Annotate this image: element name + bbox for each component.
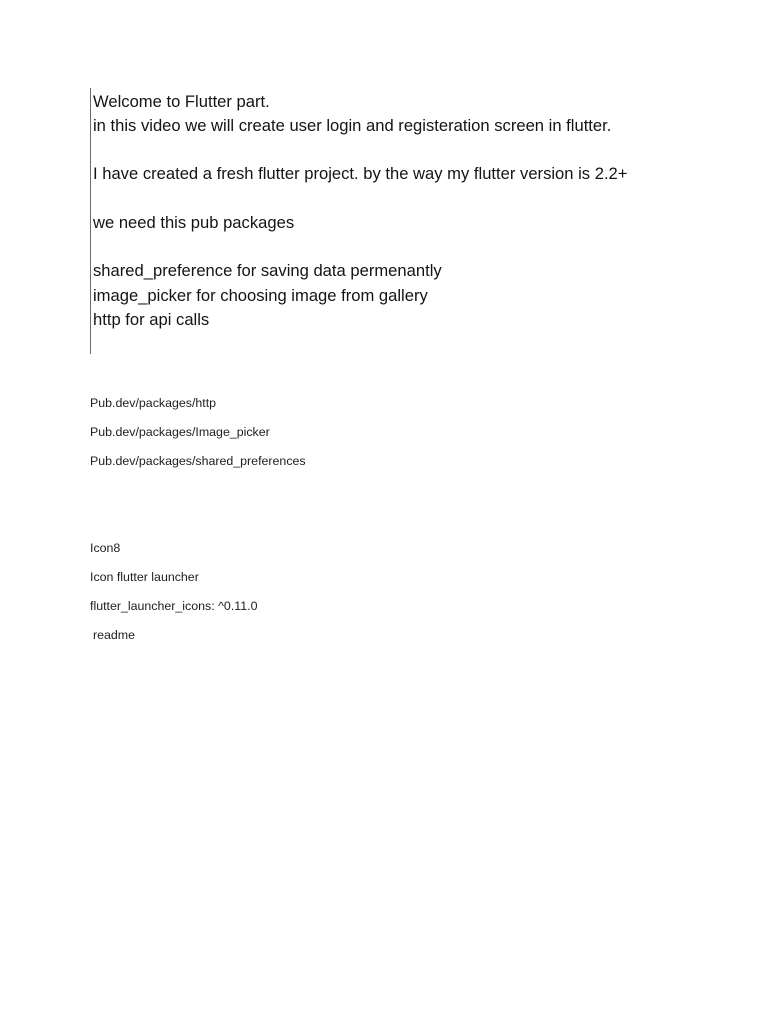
snippet-left-border: [90, 88, 91, 354]
note-pub-image-picker: Pub.dev/packages/Image_picker: [90, 425, 270, 439]
snippet-line: we need this pub packages: [93, 213, 295, 232]
note-launcher-icons-version: flutter_launcher_icons: ^0.11.0: [90, 599, 258, 613]
note-readme: readme: [93, 628, 136, 642]
snippet-line: http for api calls: [93, 310, 210, 329]
snippet-line: image_picker for choosing image from gallery: [93, 286, 428, 305]
note-pub-http: Pub.dev/packages/http: [90, 396, 217, 410]
screenshot-snippet: [90, 88, 690, 354]
snippet-line: shared_preference for saving data permenantly: [93, 261, 442, 280]
note-icon-flutter-launcher: Icon flutter launcher: [90, 570, 199, 584]
snippet-line: I have created a fresh flutter project. by the way my flutter version is 2.2+: [93, 164, 628, 183]
snippet-line: in this video we will create user login and registeration screen in flutter.: [93, 116, 612, 135]
note-icon8: Icon8: [90, 541, 121, 555]
snippet-title-line: Welcome to Flutter part.: [93, 92, 270, 111]
note-pub-shared-preferences: Pub.dev/packages/shared_preferences: [90, 454, 306, 468]
